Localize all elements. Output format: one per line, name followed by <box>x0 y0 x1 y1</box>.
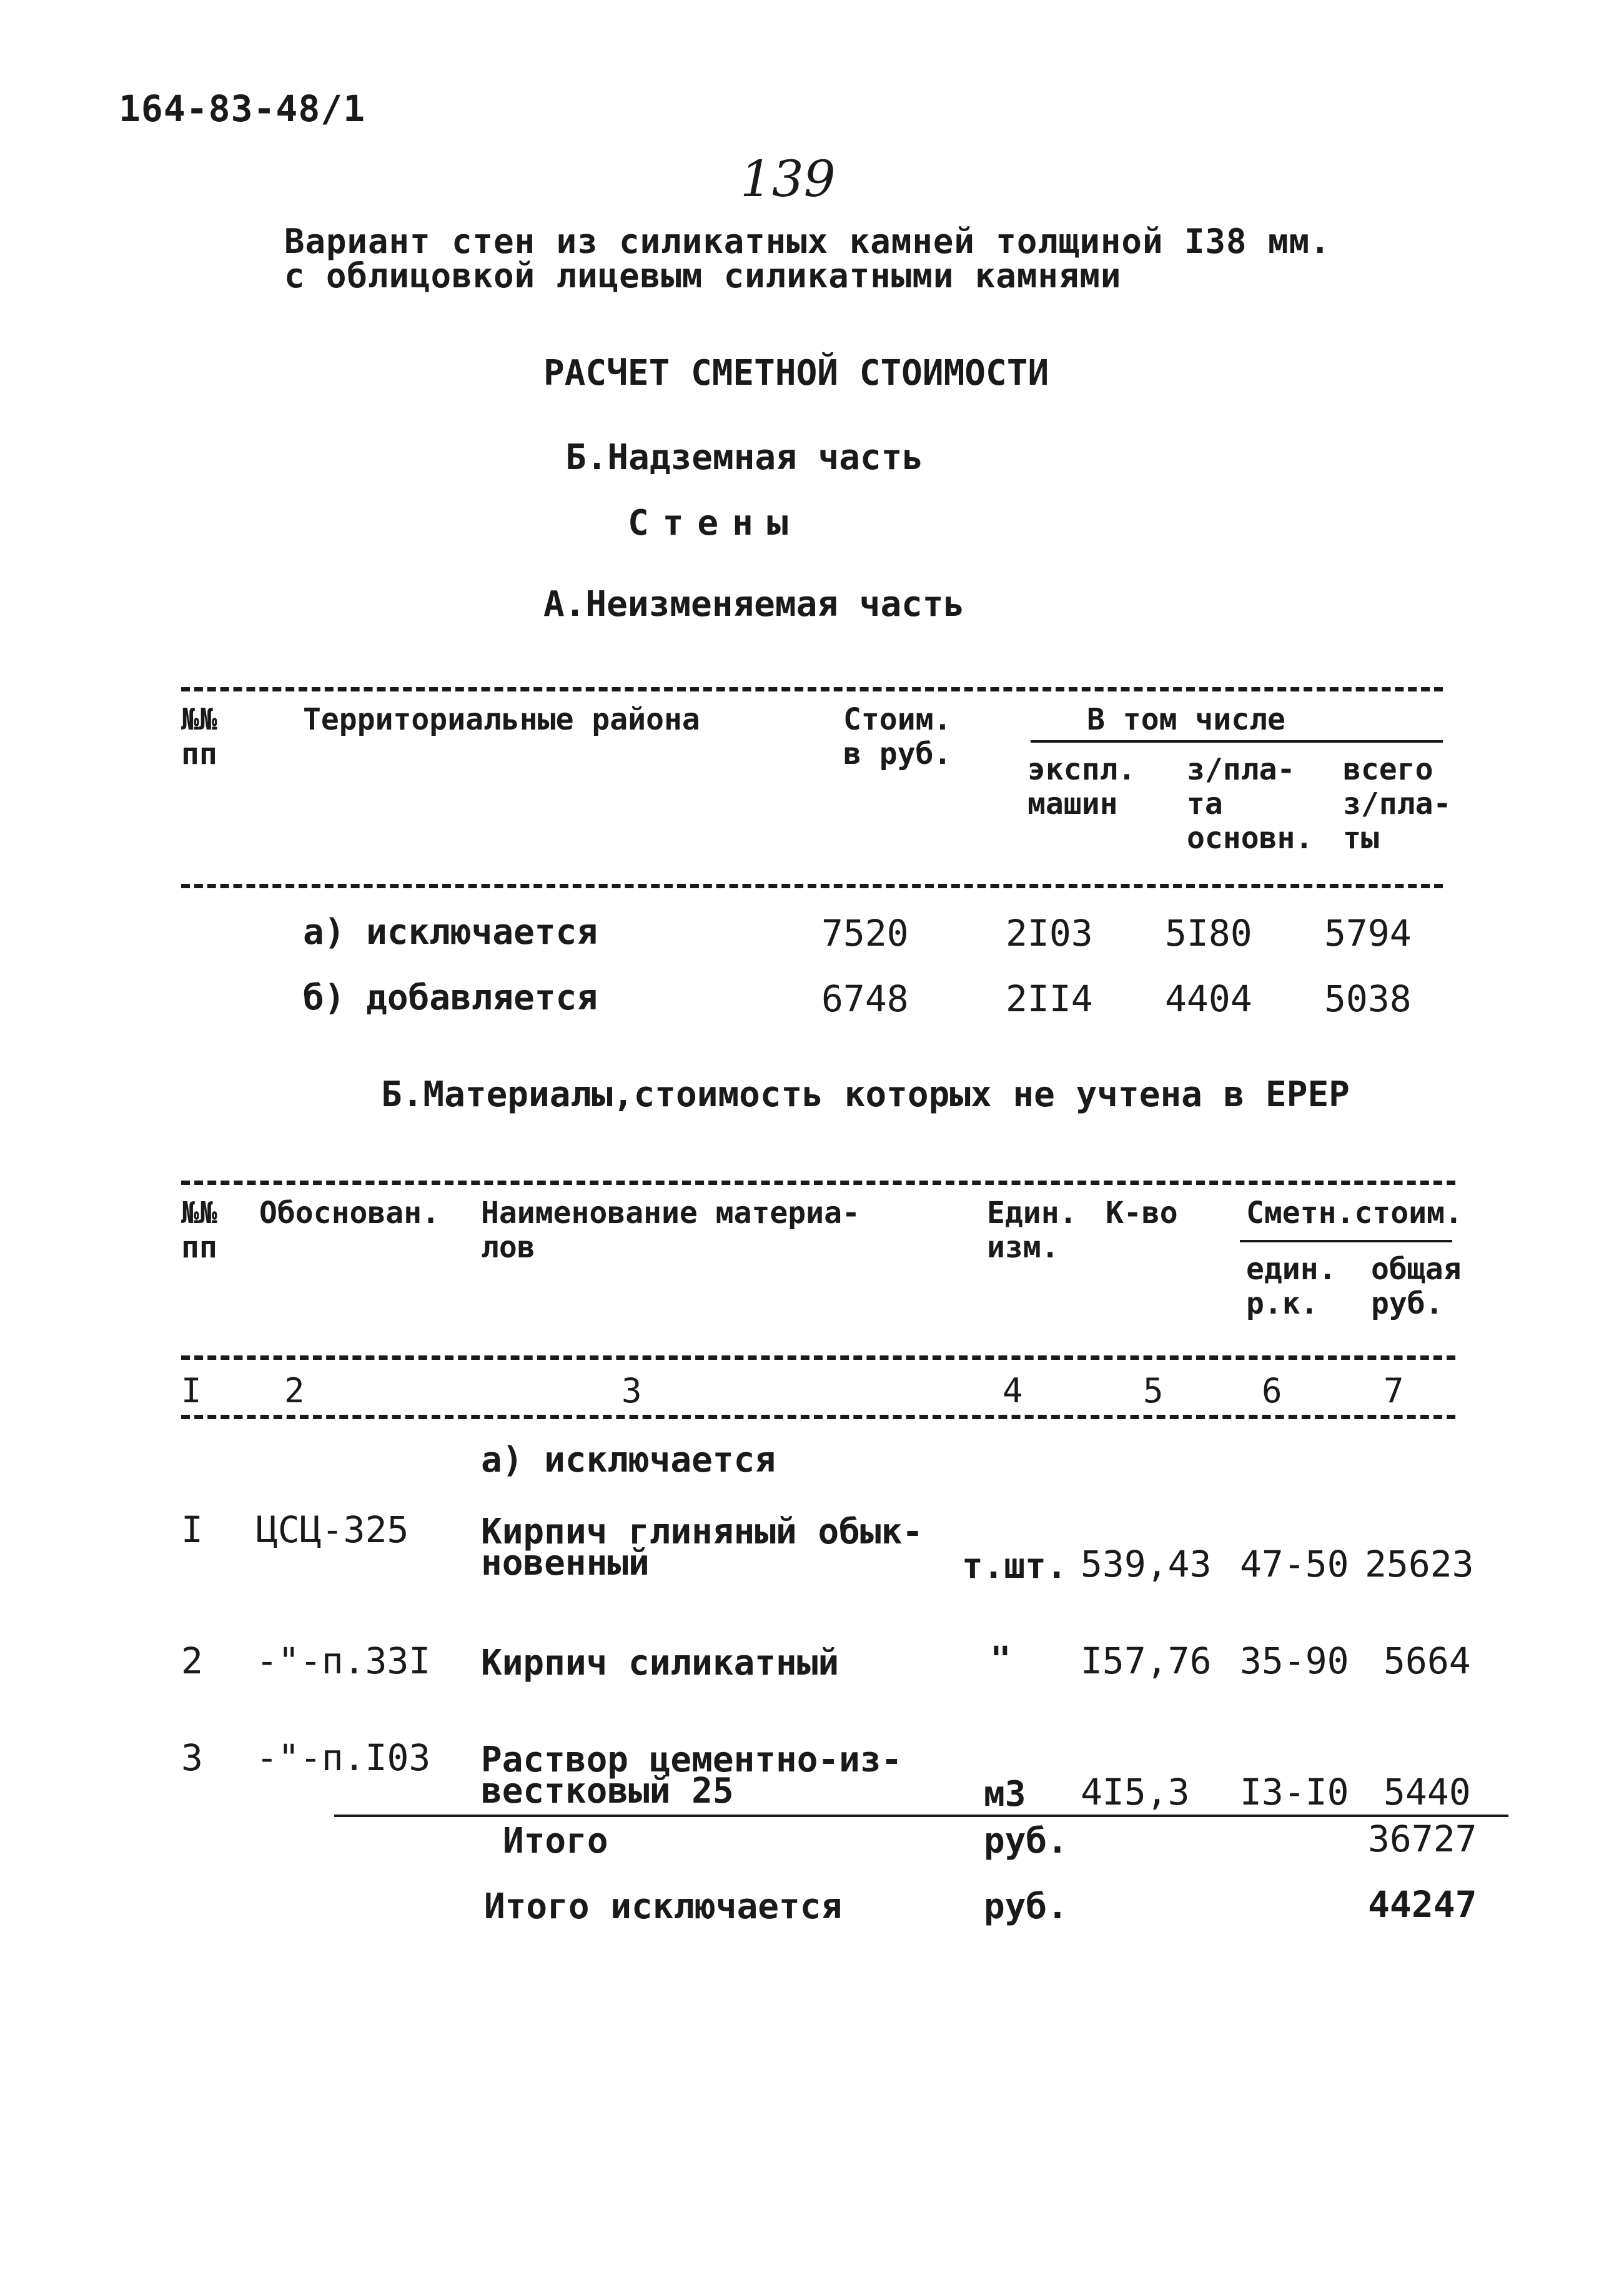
t2-row-qty: 539,43 <box>1081 1543 1212 1585</box>
col-number: I <box>181 1371 202 1410</box>
t2-cost-rule <box>1240 1240 1452 1242</box>
t1-row-cost: 7520 <box>821 912 909 954</box>
t2-row-unit: м3 <box>984 1774 1026 1815</box>
t2-row-basis: -"-п.I03 <box>256 1736 431 1779</box>
table-1-header-rule <box>181 884 1443 888</box>
document-number: 164-83-48/1 <box>119 87 366 130</box>
t2-row-basis: -"-п.33I <box>256 1640 431 1682</box>
subsection-title: Стены <box>628 503 802 543</box>
t2-row-basis: ЦСЦ-325 <box>256 1508 409 1551</box>
total-label: Итого исключается <box>484 1886 843 1927</box>
t1-including-rule <box>1031 740 1443 743</box>
t2-row-name: вестковый 25 <box>481 1771 734 1811</box>
t1-header-wage: з/пла- та основн. <box>1187 752 1314 856</box>
t2-header-num: №№ пп <box>181 1196 217 1265</box>
t1-header-cost: Стоим. в руб. <box>843 702 952 771</box>
t1-row-wage: 5I80 <box>1165 912 1252 954</box>
t2-row-unit: " <box>990 1640 1011 1680</box>
t2-row-qty: I57,76 <box>1081 1640 1212 1682</box>
subtotal-label: Итого <box>503 1821 608 1861</box>
t1-header-including: В том числе <box>1087 702 1285 737</box>
title-line-2: с облицовкой лицевым силикатными камнями <box>284 256 1122 295</box>
t2-row-total: 5664 <box>1384 1640 1471 1682</box>
t1-header-district: Территориальные района <box>303 702 700 737</box>
t2-row-price: I3-I0 <box>1240 1771 1349 1813</box>
page-heading: РАСЧЕТ СМЕТНОЙ СТОИМОСТИ <box>543 353 1049 394</box>
t2-group-label: а) исключается <box>481 1440 776 1480</box>
t2-header-name: Наименование материа- лов <box>481 1196 860 1265</box>
col-number: 6 <box>1262 1371 1282 1410</box>
t2-header-unit-cost: един. р.к. <box>1246 1252 1337 1321</box>
t1-header-num: №№ пп <box>181 702 217 771</box>
section-title: Б.Надземная часть <box>565 437 924 478</box>
subtotal-value: 36727 <box>1368 1818 1477 1860</box>
t2-row-unit: т.шт. <box>962 1546 1067 1587</box>
t1-header-machines: экспл. машин <box>1027 752 1136 821</box>
title-line-1: Вариант стен из силикатных камней толщиной I38 мм. <box>284 222 1331 261</box>
col-number: 7 <box>1384 1371 1404 1410</box>
t2-header-cost: Сметн.стоим. <box>1246 1196 1463 1231</box>
part-b-title: Б.Материалы,стоимость которых не учтена в ЕРЕР <box>381 1074 1350 1115</box>
t2-header-qty: К-во <box>1106 1196 1178 1231</box>
total-unit: руб. <box>984 1886 1068 1927</box>
t2-row-name: Раствор цементно-из- <box>481 1740 903 1780</box>
t1-header-total-wage: всего з/пла- ты <box>1343 752 1452 856</box>
t2-row-name: Кирпич силикатный <box>481 1643 839 1683</box>
t1-row-label: б) добавляется <box>303 978 598 1018</box>
t2-row-num: 3 <box>181 1736 203 1779</box>
table-2-header-rule <box>181 1355 1455 1360</box>
t2-header-basis: Обоснован. <box>259 1196 440 1231</box>
col-number: 3 <box>621 1371 642 1410</box>
t2-row-price: 35-90 <box>1240 1640 1349 1682</box>
t2-row-num: 2 <box>181 1640 203 1682</box>
t2-row-name: новенный <box>481 1543 650 1583</box>
t2-header-unit: Един. изм. <box>987 1196 1077 1265</box>
page-number: 139 <box>740 150 836 208</box>
t1-row-machines: 2II4 <box>1006 978 1093 1020</box>
t2-row-qty: 4I5,3 <box>1081 1771 1190 1813</box>
t1-row-machines: 2I03 <box>1006 912 1093 954</box>
table-2-top-rule <box>181 1181 1455 1185</box>
table-1-top-rule <box>181 687 1443 691</box>
t2-row-num: I <box>181 1508 203 1551</box>
part-a-title: А.Неизменяемая часть <box>543 584 965 625</box>
subtotal-unit: руб. <box>984 1821 1068 1861</box>
t2-row-total: 25623 <box>1365 1543 1474 1585</box>
t2-row-name: Кирпич глиняный обык- <box>481 1512 924 1552</box>
t1-row-total: 5794 <box>1324 912 1412 954</box>
t2-header-total-cost: общая руб. <box>1371 1252 1462 1321</box>
t1-row-label: а) исключается <box>303 912 598 953</box>
col-number-rule <box>181 1415 1455 1419</box>
t2-row-total: 5440 <box>1384 1771 1471 1813</box>
col-number: 2 <box>284 1371 305 1410</box>
t1-row-total: 5038 <box>1324 978 1412 1020</box>
col-number: 5 <box>1143 1371 1164 1410</box>
t2-row-price: 47-50 <box>1240 1543 1349 1585</box>
subtotal-rule <box>334 1815 1508 1817</box>
total-value: 44247 <box>1368 1883 1477 1926</box>
t1-row-wage: 4404 <box>1165 978 1252 1020</box>
col-number: 4 <box>1003 1371 1023 1410</box>
t1-row-cost: 6748 <box>821 978 909 1020</box>
